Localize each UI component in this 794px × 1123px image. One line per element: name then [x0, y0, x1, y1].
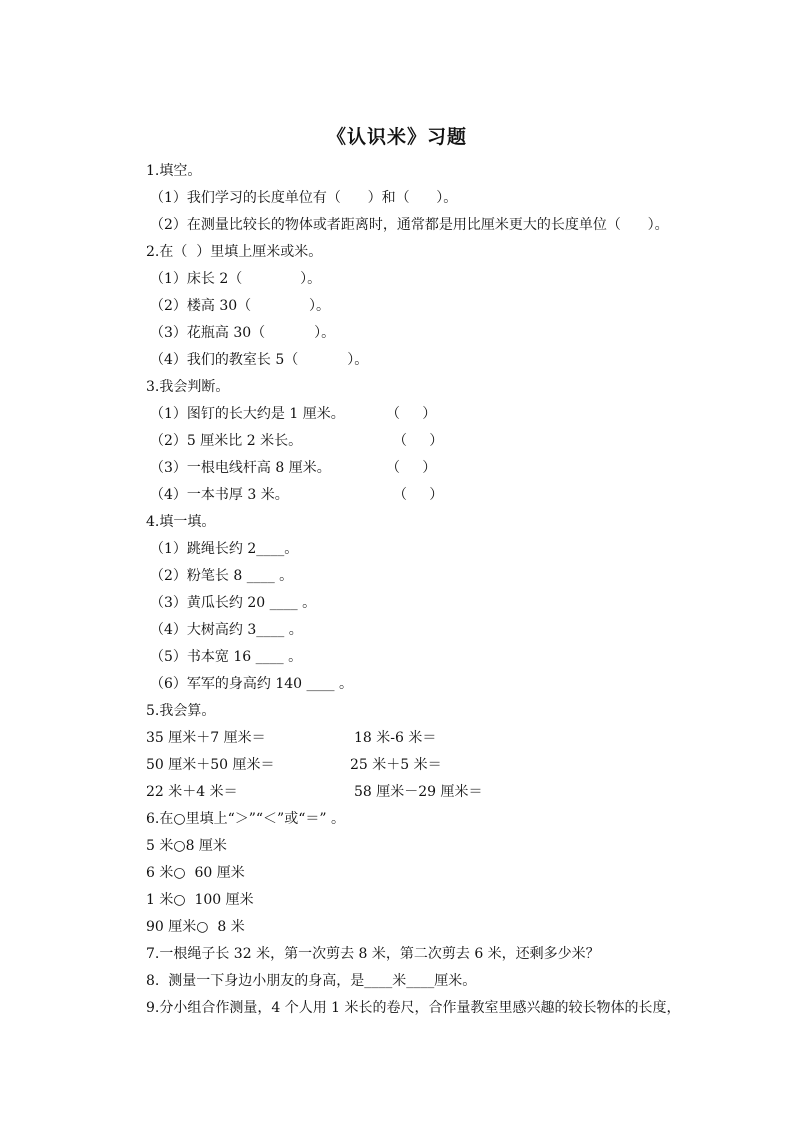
- q2-heading: 2.在（ ）里填上厘米或米。: [146, 244, 323, 260]
- q3-item-2: （2）5 厘米比 2 米长。: [150, 433, 303, 449]
- q1-item-1: （1）我们学习的长度单位有（ ）和（ ）。: [150, 190, 458, 206]
- q2-item-1: （1）床长 2（ ）。: [150, 271, 322, 287]
- q3-item-3: （3）一根电线杆高 8 厘米。: [150, 460, 331, 476]
- q4-item-4: （4）大树高约 3____ 。: [150, 622, 303, 638]
- q6-item-1: 5 米○8 厘米: [146, 838, 227, 854]
- q3-item-1-paren: （ ）: [386, 406, 437, 422]
- q1-item-2: （2）在测量比较长的物体或者距离时，通常都是用比厘米更大的长度单位（ ）。: [150, 217, 669, 233]
- q3-heading: 3.我会判断。: [146, 379, 230, 395]
- q5-row-2-left: 50 厘米＋50 厘米＝: [146, 757, 275, 773]
- q5-row-2-right: 25 米＋5 米＝: [350, 757, 442, 773]
- q5-heading: 5.我会算。: [146, 703, 216, 719]
- q8-text: 8. 测量一下身边小朋友的身高，是____米____厘米。: [146, 973, 477, 989]
- page-title: 《认识米》习题: [326, 126, 467, 148]
- q4-heading: 4.填一填。: [146, 514, 216, 530]
- q5-row-1-right: 18 米-6 米＝: [354, 730, 437, 746]
- q3-item-4: （4）一本书厚 3 米。: [150, 487, 289, 503]
- q3-item-2-paren: （ ）: [393, 433, 444, 449]
- q4-item-3: （3）黄瓜长约 20 ____ 。: [150, 595, 317, 611]
- q3-item-3-paren: （ ）: [386, 460, 437, 476]
- q5-row-3-left: 22 米＋4 米＝: [146, 784, 238, 800]
- q2-item-3: （3）花瓶高 30（ ）。: [150, 325, 336, 341]
- q4-item-5: （5）书本宽 16 ____ 。: [150, 649, 303, 665]
- q5-row-1-left: 35 厘米＋7 厘米＝: [146, 730, 266, 746]
- q4-item-6: （6）军军的身高约 140 ____ 。: [150, 676, 353, 692]
- q3-item-4-paren: （ ）: [393, 487, 444, 503]
- q4-item-1: （1）跳绳长约 2____。: [150, 541, 299, 557]
- q6-item-4: 90 厘米○ 8 米: [146, 919, 245, 935]
- q6-item-3: 1 米○ 100 厘米: [146, 892, 254, 908]
- q2-item-2: （2）楼高 30（ ）。: [150, 298, 331, 314]
- q1-heading: 1.填空。: [146, 163, 202, 179]
- q4-item-2: （2）粉笔长 8 ____ 。: [150, 568, 294, 584]
- q6-item-2: 6 米○ 60 厘米: [146, 865, 245, 881]
- q5-row-3-right: 58 厘米－29 厘米＝: [354, 784, 483, 800]
- q6-heading: 6.在○里填上“＞”“＜”或“＝” 。: [146, 811, 345, 827]
- q3-item-1: （1）图钉的长大约是 1 厘米。: [150, 406, 345, 422]
- q2-item-4: （4）我们的教室长 5（ ）。: [150, 352, 369, 368]
- q9-text: 9.分小组合作测量，4 个人用 1 米长的卷尺，合作量教室里感兴趣的较长物体的长度，: [146, 1000, 681, 1016]
- q7-text: 7.一根绳子长 32 米，第一次剪去 8 米，第二次剪去 6 米，还剩多少米？: [146, 946, 600, 962]
